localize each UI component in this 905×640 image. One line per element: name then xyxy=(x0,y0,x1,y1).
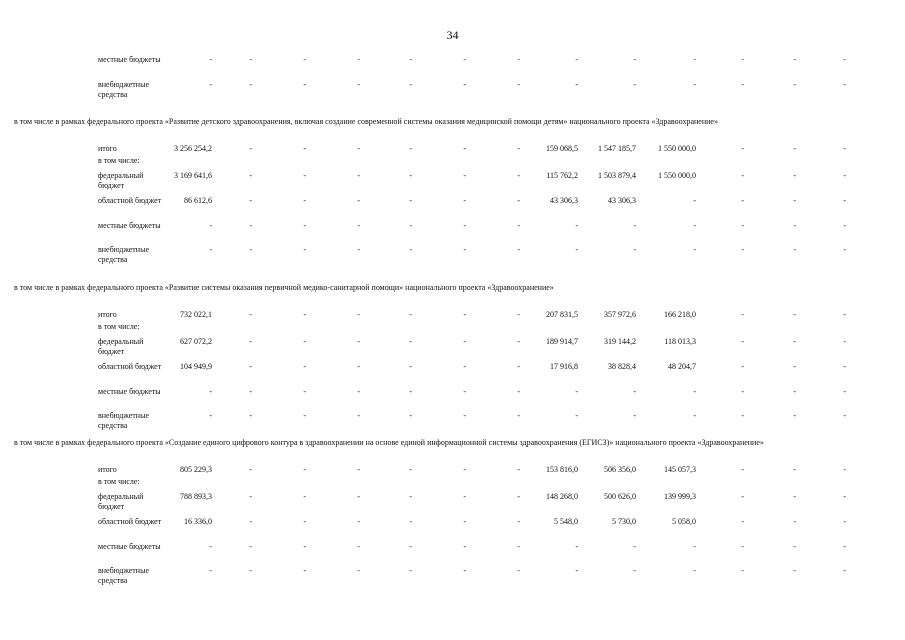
row-label: итого xyxy=(98,310,117,319)
table-cell: - xyxy=(517,196,520,205)
table-cell: 805 229,3 xyxy=(180,465,212,474)
table-cell: - xyxy=(409,196,412,205)
table-cell: - xyxy=(517,171,520,180)
table-cell: - xyxy=(249,171,252,180)
table-cell: - xyxy=(303,144,306,153)
table-cell: 357 972,6 xyxy=(604,310,636,319)
table-cell: - xyxy=(843,196,846,205)
row-label: итого xyxy=(98,144,117,153)
table-cell: - xyxy=(357,387,360,396)
table-cell: - xyxy=(741,387,744,396)
table-cell: - xyxy=(517,492,520,501)
table-cell: - xyxy=(303,171,306,180)
table-cell: - xyxy=(209,55,212,64)
row-label: областной бюджет xyxy=(98,517,162,526)
table-cell: - xyxy=(843,387,846,396)
table-cell: - xyxy=(357,310,360,319)
table-cell: - xyxy=(793,566,796,575)
table-cell: - xyxy=(409,387,412,396)
table-cell: - xyxy=(357,492,360,501)
table-cell: - xyxy=(633,80,636,89)
table-cell: - xyxy=(575,80,578,89)
table-cell: - xyxy=(793,245,796,254)
table-cell: - xyxy=(409,310,412,319)
table-cell: - xyxy=(793,362,796,371)
table-cell: - xyxy=(741,465,744,474)
table-cell: - xyxy=(249,221,252,230)
table-cell: - xyxy=(693,411,696,420)
table-cell: - xyxy=(249,144,252,153)
table-cell: 43 306,3 xyxy=(608,196,636,205)
table-cell: - xyxy=(741,245,744,254)
table-cell: 16 336,0 xyxy=(184,517,212,526)
table-cell: - xyxy=(575,387,578,396)
table-cell: - xyxy=(209,80,212,89)
row-label: внебюджетные средства xyxy=(98,80,149,99)
table-cell: - xyxy=(843,566,846,575)
table-cell: - xyxy=(517,221,520,230)
table-cell: - xyxy=(517,566,520,575)
table-cell: 3 169 641,6 xyxy=(174,171,212,180)
table-cell: - xyxy=(517,517,520,526)
table-cell: 3 256 254,2 xyxy=(174,144,212,153)
table-cell: - xyxy=(575,411,578,420)
table-cell: - xyxy=(843,80,846,89)
table-cell: - xyxy=(843,171,846,180)
row-label: итого xyxy=(98,465,117,474)
table-cell: - xyxy=(693,245,696,254)
table-cell: - xyxy=(249,196,252,205)
row-label: местные бюджеты xyxy=(98,542,161,551)
table-cell: 5 548,0 xyxy=(554,517,578,526)
table-cell: - xyxy=(793,144,796,153)
table-cell: - xyxy=(357,55,360,64)
table-cell: - xyxy=(741,566,744,575)
table-cell: 145 057,3 xyxy=(664,465,696,474)
table-cell: - xyxy=(303,55,306,64)
table-cell: 148 268,0 xyxy=(546,492,578,501)
table-cell: - xyxy=(409,245,412,254)
table-cell: - xyxy=(517,465,520,474)
page-number: 34 xyxy=(446,28,459,42)
table-cell: 627 072,2 xyxy=(180,337,212,346)
table-cell: - xyxy=(633,221,636,230)
row-label: в том числе: xyxy=(98,477,140,486)
table-cell: - xyxy=(303,221,306,230)
table-cell: - xyxy=(249,465,252,474)
table-cell: - xyxy=(249,55,252,64)
table-cell: - xyxy=(463,465,466,474)
table-cell: - xyxy=(741,517,744,526)
table-cell: - xyxy=(741,144,744,153)
table-cell: - xyxy=(209,221,212,230)
table-cell: - xyxy=(793,542,796,551)
row-label: областной бюджет xyxy=(98,196,162,205)
table-cell: - xyxy=(249,337,252,346)
table-cell: 115 762,2 xyxy=(546,171,578,180)
table-cell: - xyxy=(303,80,306,89)
table-cell: - xyxy=(303,387,306,396)
table-cell: 1 550 000,0 xyxy=(658,171,696,180)
table-cell: - xyxy=(303,310,306,319)
table-cell: 166 218,0 xyxy=(664,310,696,319)
table-cell: - xyxy=(741,80,744,89)
row-label: местные бюджеты xyxy=(98,221,161,230)
table-cell: - xyxy=(693,387,696,396)
row-label: внебюджетные средства xyxy=(98,566,149,585)
table-cell: - xyxy=(793,310,796,319)
table-cell: - xyxy=(741,337,744,346)
table-cell: - xyxy=(793,517,796,526)
row-label: местные бюджеты xyxy=(98,387,161,396)
table-cell: - xyxy=(463,387,466,396)
table-cell: - xyxy=(409,221,412,230)
table-cell: - xyxy=(793,411,796,420)
table-cell: - xyxy=(249,80,252,89)
table-cell: - xyxy=(693,80,696,89)
table-cell: - xyxy=(357,362,360,371)
table-cell: - xyxy=(575,542,578,551)
table-cell: - xyxy=(793,80,796,89)
table-cell: - xyxy=(209,245,212,254)
table-cell: - xyxy=(357,542,360,551)
table-cell: - xyxy=(357,196,360,205)
table-cell: - xyxy=(357,144,360,153)
table-cell: 153 816,0 xyxy=(546,465,578,474)
section-heading: в том числе в рамках федерального проекта «Развитие системы оказания первичной медико-санитарной помощи» национального проекта «Здравоохранение» xyxy=(14,283,554,292)
table-cell: - xyxy=(409,566,412,575)
table-cell: - xyxy=(303,411,306,420)
table-cell: - xyxy=(517,542,520,551)
table-cell: - xyxy=(409,542,412,551)
table-cell: - xyxy=(249,362,252,371)
table-cell: - xyxy=(303,492,306,501)
table-cell: - xyxy=(741,492,744,501)
table-cell: - xyxy=(303,196,306,205)
table-cell: - xyxy=(793,387,796,396)
table-cell: - xyxy=(793,337,796,346)
table-cell: 732 022,1 xyxy=(180,310,212,319)
table-cell: - xyxy=(741,362,744,371)
table-cell: - xyxy=(249,542,252,551)
table-cell: - xyxy=(409,465,412,474)
table-cell: - xyxy=(249,245,252,254)
table-cell: 43 306,3 xyxy=(550,196,578,205)
table-cell: 319 144,2 xyxy=(604,337,636,346)
table-cell: - xyxy=(209,566,212,575)
table-cell: - xyxy=(209,411,212,420)
table-cell: - xyxy=(517,387,520,396)
table-cell: - xyxy=(463,517,466,526)
table-cell: - xyxy=(357,245,360,254)
table-cell: - xyxy=(409,411,412,420)
table-cell: - xyxy=(303,337,306,346)
table-cell: - xyxy=(741,542,744,551)
table-cell: - xyxy=(517,310,520,319)
table-cell: - xyxy=(517,245,520,254)
table-cell: - xyxy=(463,310,466,319)
table-cell: - xyxy=(843,221,846,230)
table-cell: - xyxy=(249,387,252,396)
table-cell: - xyxy=(463,362,466,371)
table-cell: - xyxy=(463,492,466,501)
table-cell: 104 949,9 xyxy=(180,362,212,371)
table-cell: - xyxy=(249,492,252,501)
row-label: федеральный бюджет xyxy=(98,337,144,356)
table-cell: - xyxy=(633,55,636,64)
table-cell: 5 730,0 xyxy=(612,517,636,526)
table-cell: - xyxy=(741,171,744,180)
table-cell: - xyxy=(303,542,306,551)
table-cell: - xyxy=(693,542,696,551)
table-cell: - xyxy=(741,310,744,319)
table-cell: - xyxy=(843,492,846,501)
table-cell: - xyxy=(357,221,360,230)
table-cell: - xyxy=(517,337,520,346)
table-cell: - xyxy=(517,55,520,64)
table-cell: - xyxy=(633,411,636,420)
table-cell: - xyxy=(463,221,466,230)
table-cell: - xyxy=(303,566,306,575)
table-cell: - xyxy=(463,144,466,153)
row-label: внебюджетные средства xyxy=(98,245,149,264)
table-cell: - xyxy=(463,337,466,346)
table-cell: - xyxy=(249,566,252,575)
row-label: местные бюджеты xyxy=(98,55,161,64)
row-label: в том числе: xyxy=(98,322,140,331)
table-cell: - xyxy=(793,55,796,64)
table-cell: 207 831,5 xyxy=(546,310,578,319)
table-cell: - xyxy=(409,80,412,89)
table-cell: - xyxy=(793,492,796,501)
table-cell: - xyxy=(463,566,466,575)
table-cell: - xyxy=(793,171,796,180)
table-cell: - xyxy=(303,245,306,254)
table-cell: - xyxy=(303,465,306,474)
table-cell: - xyxy=(793,465,796,474)
table-cell: 5 058,0 xyxy=(672,517,696,526)
table-cell: - xyxy=(843,465,846,474)
table-cell: - xyxy=(209,387,212,396)
table-cell: - xyxy=(357,411,360,420)
table-cell: - xyxy=(409,55,412,64)
table-cell: - xyxy=(409,171,412,180)
table-cell: - xyxy=(357,80,360,89)
table-cell: 38 828,4 xyxy=(608,362,636,371)
table-cell: - xyxy=(633,566,636,575)
table-cell: - xyxy=(843,542,846,551)
table-cell: - xyxy=(843,310,846,319)
table-cell: - xyxy=(463,55,466,64)
table-cell: - xyxy=(741,221,744,230)
table-cell: - xyxy=(517,80,520,89)
section-heading: в том числе в рамках федерального проекта «Создание единого цифрового контура в здравоохранении на основе единой информационной системы здравоохранения (ЕГИСЗ)» национального проекта «Здравоохранение» xyxy=(14,438,764,447)
table-cell: - xyxy=(409,144,412,153)
table-cell: 1 550 000,0 xyxy=(658,144,696,153)
table-cell: 48 204,7 xyxy=(668,362,696,371)
table-cell: - xyxy=(517,144,520,153)
table-cell: - xyxy=(409,362,412,371)
table-cell: - xyxy=(843,362,846,371)
table-cell: - xyxy=(357,566,360,575)
table-cell: - xyxy=(409,492,412,501)
table-cell: - xyxy=(357,465,360,474)
table-cell: - xyxy=(693,221,696,230)
table-cell: - xyxy=(843,517,846,526)
table-cell: - xyxy=(741,55,744,64)
table-cell: - xyxy=(633,245,636,254)
table-cell: - xyxy=(575,55,578,64)
table-cell: - xyxy=(249,517,252,526)
table-cell: - xyxy=(463,171,466,180)
row-label: внебюджетные средства xyxy=(98,411,149,430)
table-cell: - xyxy=(741,196,744,205)
row-label: федеральный бюджет xyxy=(98,492,144,511)
table-cell: 139 999,3 xyxy=(664,492,696,501)
table-cell: 189 914,7 xyxy=(546,337,578,346)
table-cell: - xyxy=(793,221,796,230)
table-cell: - xyxy=(693,55,696,64)
table-cell: 1 503 879,4 xyxy=(598,171,636,180)
table-cell: - xyxy=(575,245,578,254)
table-cell: - xyxy=(517,411,520,420)
section-heading: в том числе в рамках федерального проекта «Развитие детского здравоохранения, включая создание современной системы оказания медицинской помощи детям» национального проекта «Здравоохранение» xyxy=(14,117,718,126)
table-cell: 506 356,0 xyxy=(604,465,636,474)
table-cell: 159 068,5 xyxy=(546,144,578,153)
table-cell: - xyxy=(249,411,252,420)
table-cell: - xyxy=(843,337,846,346)
table-cell: 17 916,8 xyxy=(550,362,578,371)
table-cell: - xyxy=(357,517,360,526)
table-cell: - xyxy=(575,566,578,575)
table-cell: - xyxy=(517,362,520,371)
table-cell: 1 547 185,7 xyxy=(598,144,636,153)
table-cell: - xyxy=(693,566,696,575)
table-cell: - xyxy=(303,362,306,371)
row-label: областной бюджет xyxy=(98,362,162,371)
table-cell: - xyxy=(843,144,846,153)
row-label: в том числе: xyxy=(98,156,140,165)
table-cell: - xyxy=(409,517,412,526)
table-cell: 86 612,6 xyxy=(184,196,212,205)
table-cell: - xyxy=(741,411,744,420)
row-label: федеральный бюджет xyxy=(98,171,144,190)
table-cell: - xyxy=(633,542,636,551)
table-cell: - xyxy=(463,411,466,420)
table-cell: - xyxy=(303,517,306,526)
table-cell: - xyxy=(793,196,796,205)
table-cell: - xyxy=(575,221,578,230)
table-cell: - xyxy=(357,337,360,346)
table-cell: - xyxy=(357,171,360,180)
table-cell: - xyxy=(843,55,846,64)
table-cell: 118 013,3 xyxy=(664,337,696,346)
table-cell: 788 893,3 xyxy=(180,492,212,501)
table-cell: - xyxy=(843,411,846,420)
table-cell: - xyxy=(463,196,466,205)
table-cell: - xyxy=(409,337,412,346)
table-cell: - xyxy=(463,80,466,89)
table-cell: - xyxy=(693,196,696,205)
table-cell: - xyxy=(843,245,846,254)
table-cell: - xyxy=(249,310,252,319)
table-cell: - xyxy=(463,245,466,254)
table-cell: 500 626,0 xyxy=(604,492,636,501)
table-cell: - xyxy=(209,542,212,551)
table-cell: - xyxy=(463,542,466,551)
table-cell: - xyxy=(633,387,636,396)
